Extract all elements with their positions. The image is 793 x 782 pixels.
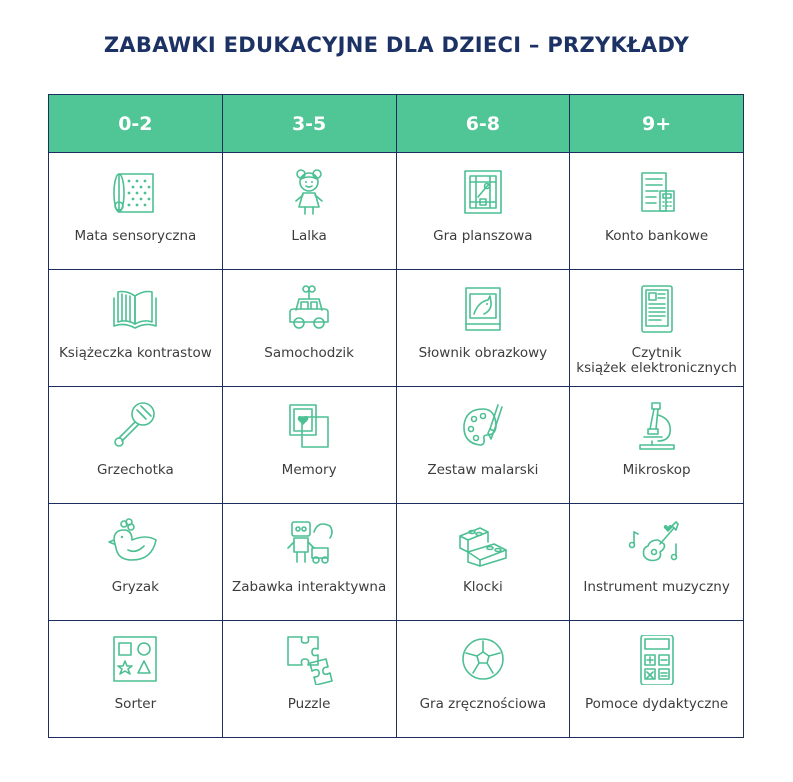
age-header-row: [49, 95, 744, 153]
table-row: [49, 621, 744, 738]
table-cell: [222, 153, 396, 270]
toy-table: [48, 94, 744, 738]
shape-sorter-icon: [106, 635, 164, 685]
age-header-0-2: 0-2: [49, 95, 223, 153]
table-cell: [570, 387, 744, 504]
table-cell: [396, 387, 570, 504]
table-cell: [570, 270, 744, 387]
toy-label: Puzzle: [287, 696, 331, 712]
table-cell: [396, 621, 570, 738]
table-row: [49, 270, 744, 387]
toy-label: Instrument muzyczny: [583, 579, 730, 595]
table-row: [49, 153, 744, 270]
age-header-3-5: 3-5: [222, 95, 396, 153]
calculator-icon: [628, 635, 686, 685]
board-game-icon: [454, 167, 512, 217]
toy-label: Lalka: [291, 228, 327, 244]
page-title: ZABAWKI EDUKACYJNE DLA DZIECI – PRZYKŁADY: [103, 33, 690, 57]
table-cell: [222, 270, 396, 387]
bank-statement-icon: [628, 167, 686, 217]
toy-label: Zabawka interaktywna: [232, 579, 387, 595]
table-cell: [570, 621, 744, 738]
teether-bird-icon: [106, 518, 164, 568]
table-cell: [222, 621, 396, 738]
toy-label: Książeczka kontrastow: [58, 345, 212, 361]
toy-label: Samochodzik: [264, 345, 354, 361]
toy-label: Konto bankowe: [605, 228, 709, 244]
toy-label: Zestaw malarski: [427, 462, 539, 478]
toy-label: Memory: [281, 462, 337, 478]
toy-label: Sorter: [114, 696, 157, 712]
table-cell: [49, 270, 223, 387]
microscope-icon: [628, 401, 686, 451]
table-cell: [49, 621, 223, 738]
rattle-icon: [106, 401, 164, 451]
memory-cards-icon: [280, 401, 338, 451]
table-cell: [570, 504, 744, 621]
table-cell: [222, 504, 396, 621]
toy-label: Czytnik książek elektronicznych: [576, 345, 737, 376]
table-cell: [396, 153, 570, 270]
guitar-icon: [628, 518, 686, 568]
soccer-ball-icon: [454, 635, 512, 685]
table-cell: [570, 153, 744, 270]
age-header-9-plus: 9+: [570, 95, 744, 153]
toy-label: Gra planszowa: [433, 228, 533, 244]
table-row: [49, 504, 744, 621]
toy-label: Grzechotka: [96, 462, 174, 478]
toy-label: Klocki: [462, 579, 503, 595]
table-cell: [222, 387, 396, 504]
table-cell: [396, 504, 570, 621]
table-cell: [49, 153, 223, 270]
toy-label: Mikroskop: [622, 462, 691, 478]
toy-label: Gra zręcznościowa: [419, 696, 547, 712]
toy-label: Mata sensoryczna: [74, 228, 197, 244]
puzzle-icon: [280, 635, 338, 685]
open-book-icon: [106, 284, 164, 334]
table-cell: [49, 504, 223, 621]
mat-roll-icon: [106, 167, 164, 217]
table-cell: [49, 387, 223, 504]
toy-label: Gryzak: [111, 579, 159, 595]
table-cell: [396, 270, 570, 387]
toy-car-icon: [280, 284, 338, 334]
toy-label: Pomoce dydaktyczne: [585, 696, 729, 712]
table-row: [49, 387, 744, 504]
robot-toy-icon: [280, 518, 338, 568]
paint-palette-icon: [454, 401, 512, 451]
toy-label: Słownik obrazkowy: [418, 345, 548, 361]
age-header-6-8: 6-8: [396, 95, 570, 153]
picture-dictionary-icon: [454, 284, 512, 334]
ebook-reader-icon: [628, 284, 686, 334]
doll-icon: [280, 167, 338, 217]
building-blocks-icon: [454, 518, 512, 568]
